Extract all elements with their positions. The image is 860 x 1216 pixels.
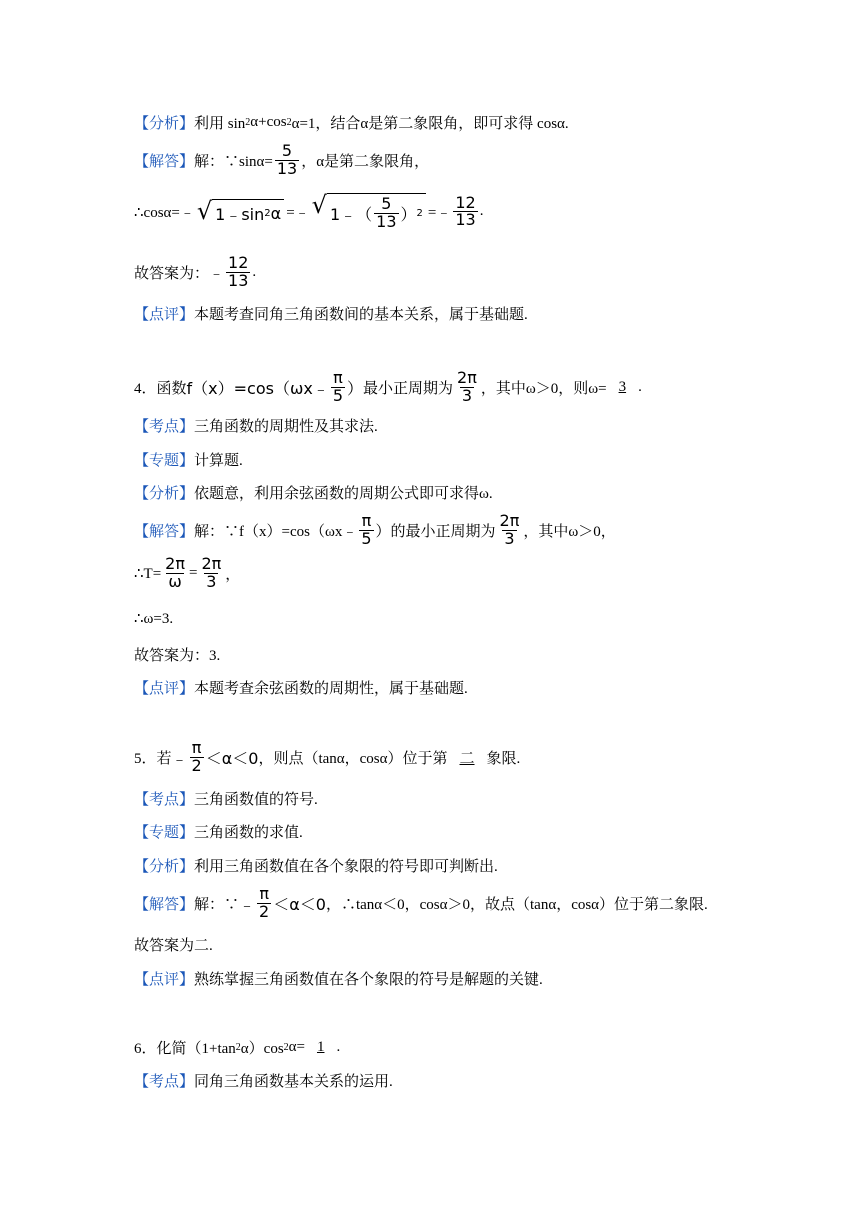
- final-answer-text: 故答案为二.: [134, 938, 213, 954]
- question-text: α=: [288, 1039, 305, 1055]
- question-text: .: [336, 1039, 341, 1055]
- answer-blank: 1: [316, 1039, 325, 1055]
- superscript: 2: [283, 1042, 289, 1053]
- function-expression: ）: [347, 378, 364, 398]
- q5-analysis: [134, 855, 498, 876]
- denominator: 13: [376, 211, 397, 231]
- inequality: ﹣: [171, 748, 188, 768]
- fraction: [359, 513, 373, 548]
- q5-answer: [134, 886, 708, 921]
- q4-analysis: [134, 482, 493, 503]
- sqrt-expression: [196, 196, 284, 225]
- q4-comment: [134, 677, 468, 698]
- kaodian-text: 同角三角函数基本关系的运用.: [194, 1074, 393, 1090]
- inequality: ＜α＜0: [205, 748, 259, 768]
- q3-comment: [134, 303, 528, 324]
- numerator: 2π: [499, 511, 520, 530]
- superscript: 2: [264, 207, 271, 219]
- denominator: 3: [206, 571, 217, 591]
- comment-text: 本题考查余弦函数的周期性，属于基础题.: [194, 681, 468, 697]
- denominator: 5: [361, 528, 372, 548]
- q5-stem: [134, 740, 520, 775]
- result-text: ∴ω=3.: [134, 611, 174, 627]
- analysis-text: 利用 sin: [194, 116, 246, 132]
- fraction: [190, 740, 204, 775]
- fraction: [226, 255, 250, 290]
- fraction: [498, 513, 522, 548]
- answer-tag: 【解答】: [134, 153, 195, 170]
- answer-text: 解：∵f（x）=cos（ωx﹣: [194, 523, 358, 540]
- q5-comment: [134, 968, 543, 989]
- q5-zhuanti: [134, 821, 303, 842]
- equation-text: =: [188, 564, 198, 581]
- answer-text: ，α是第二象限角，: [301, 153, 430, 170]
- comment-text: 本题考查同角三角函数间的基本关系，属于基础题.: [194, 307, 528, 323]
- superscript: 2: [245, 117, 251, 128]
- answer-tag: 【解答】: [134, 523, 195, 540]
- analysis-tag: 【分析】: [134, 859, 195, 875]
- zhuanti-text: 三角函数的求值.: [194, 825, 303, 841]
- kaodian-text: 三角函数值的符号.: [194, 792, 318, 808]
- answer-text: ，∴tanα＜0，cosα＞0，故点（tanα，cosα）位于第二象限.: [325, 896, 708, 913]
- question-text: ，则点（tanα，cosα）位于第: [258, 750, 448, 767]
- final-answer-text: 故答案为：3.: [134, 648, 221, 664]
- q6-kaodian: [134, 1070, 393, 1091]
- inequality: ﹣: [239, 894, 256, 914]
- denominator: ω: [168, 571, 182, 591]
- answer-blank: 3: [618, 378, 627, 395]
- analysis-text: 利用三角函数值在各个象限的符号即可判断出.: [194, 859, 498, 875]
- numerator: 5: [381, 194, 392, 213]
- numerator: π: [259, 884, 269, 903]
- sqrt-content: ）: [400, 204, 417, 224]
- q4-omega: [134, 609, 173, 628]
- final-answer-text: 故答案为：﹣: [134, 265, 225, 282]
- numerator: 2π: [457, 368, 477, 387]
- q5-final-answer: [134, 934, 213, 955]
- fraction: [453, 192, 477, 230]
- comment-tag: 【点评】: [134, 972, 195, 988]
- analysis-tag: 【分析】: [134, 486, 195, 502]
- numerator: 12: [455, 192, 476, 212]
- denominator: 13: [455, 210, 476, 230]
- equation-text: ，: [225, 566, 241, 583]
- question-text: α）cos: [240, 1041, 284, 1057]
- q6-stem: [134, 1037, 340, 1058]
- denominator: 3: [461, 385, 473, 405]
- q4-answer: [134, 513, 616, 548]
- question-text: 4．函数: [134, 380, 187, 397]
- inequality: ＜α＜0: [273, 894, 326, 914]
- zhuanti-tag: 【专题】: [134, 453, 195, 469]
- q4-final-answer: [134, 644, 220, 665]
- numerator: 5: [281, 141, 293, 160]
- question-text: 6．化简（1+tan: [134, 1041, 236, 1057]
- q3-analysis: [134, 112, 569, 133]
- numerator: π: [361, 511, 372, 530]
- answer-text: 解：∵: [194, 896, 240, 913]
- comment-tag: 【点评】: [134, 681, 195, 697]
- q4-period-equation: [134, 556, 240, 591]
- derivation-text: =﹣: [427, 205, 452, 222]
- answer-text: 解：∵sinα=: [194, 153, 273, 170]
- comment-tag: 【点评】: [134, 307, 195, 323]
- question-text: 5．若: [134, 750, 172, 767]
- radical-sign: √: [311, 191, 327, 219]
- denominator: 2: [259, 901, 270, 921]
- analysis-tag: 【分析】: [134, 116, 195, 132]
- fraction: [455, 370, 479, 405]
- denominator: 13: [276, 158, 298, 178]
- fraction: [163, 556, 187, 591]
- question-text: 最小正周期为: [363, 380, 454, 397]
- q4-kaodian: [134, 415, 378, 436]
- comment-text: 熟练掌握三角函数值在各个象限的符号是解题的关键.: [194, 972, 543, 988]
- zhuanti-text: 计算题.: [194, 453, 243, 469]
- question-text: 象限.: [486, 750, 521, 767]
- radical-sign: √: [196, 196, 213, 225]
- fraction: [257, 886, 271, 921]
- q3-derivation: [134, 193, 483, 231]
- numerator: π: [333, 368, 343, 387]
- q3-final-answer: [134, 255, 256, 290]
- answer-text: ，其中ω＞0，: [523, 523, 616, 540]
- numerator: 2π: [201, 554, 222, 573]
- derivation-text: ∴cosα=﹣: [134, 205, 195, 222]
- denominator: 2: [191, 755, 202, 775]
- derivation-text: =﹣: [286, 205, 310, 222]
- answer-tag: 【解答】: [134, 896, 195, 913]
- final-answer-text: .: [252, 263, 257, 280]
- kaodian-tag: 【考点】: [134, 1074, 195, 1090]
- zhuanti-tag: 【专题】: [134, 825, 195, 841]
- sqrt-content: 1﹣sin: [215, 204, 265, 224]
- derivation-text: .: [479, 203, 484, 220]
- fraction: [374, 196, 398, 231]
- function-expression: f（x）=cos（ωx﹣: [186, 378, 329, 398]
- denominator: 13: [228, 270, 249, 290]
- analysis-text: α+cos: [250, 114, 287, 130]
- denominator: 5: [332, 385, 344, 405]
- analysis-text: 依题意，利用余弦函数的周期公式即可求得ω.: [194, 486, 493, 502]
- q4-stem: [134, 370, 642, 405]
- kaodian-tag: 【考点】: [134, 419, 195, 435]
- numerator: π: [191, 738, 202, 757]
- kaodian-tag: 【考点】: [134, 792, 195, 808]
- denominator: 3: [504, 528, 515, 548]
- fraction: [199, 556, 223, 591]
- fraction: [331, 370, 345, 405]
- q4-zhuanti: [134, 449, 243, 470]
- fraction: [275, 143, 299, 178]
- sqrt-content: α: [270, 203, 282, 223]
- question-text: ，其中ω＞0，则ω=: [480, 380, 607, 397]
- numerator: 2π: [165, 554, 185, 573]
- sqrt-content: 1﹣（: [329, 204, 373, 224]
- superscript: 2: [235, 1042, 241, 1053]
- question-text: .: [638, 378, 642, 395]
- superscript: 2: [286, 117, 292, 128]
- sqrt-expression: [312, 193, 426, 231]
- kaodian-text: 三角函数的周期性及其求法.: [194, 419, 378, 435]
- superscript: 2: [416, 207, 423, 219]
- answer-blank: 二: [459, 750, 475, 767]
- q3-answer: [134, 143, 429, 178]
- equation-text: ∴T=: [134, 565, 162, 582]
- numerator: 12: [228, 253, 249, 272]
- q5-kaodian: [134, 788, 318, 809]
- answer-text: ）的最小正周期为: [375, 523, 496, 540]
- analysis-text: α=1，结合α是第二象限角，即可求得 cosα.: [291, 116, 569, 132]
